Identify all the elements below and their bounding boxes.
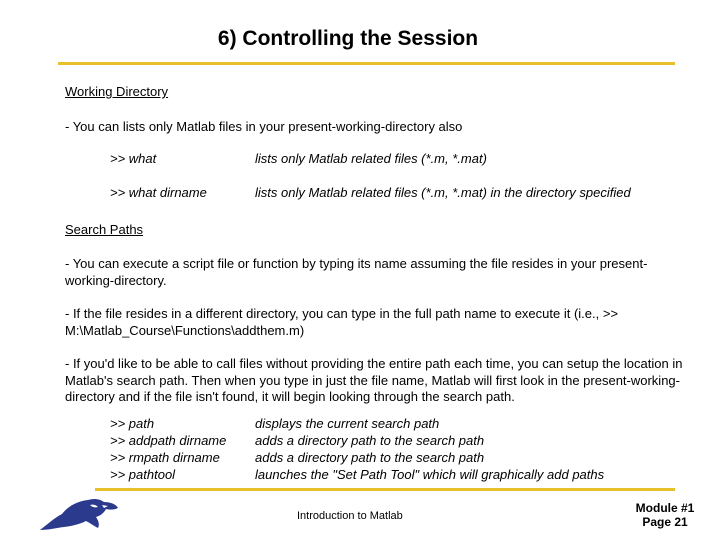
search-paths-heading: Search Paths	[65, 222, 144, 237]
footer-module: Module #1	[635, 501, 695, 515]
top-divider	[58, 62, 675, 65]
command-what: >> what	[110, 151, 157, 166]
footer-course-title: Introduction to Matlab	[297, 510, 403, 522]
slide-title: 6) Controlling the Session	[217, 27, 479, 50]
panther-logo-icon	[38, 496, 120, 532]
bottom-divider	[95, 488, 675, 491]
search-paths-para2: - If the file resides in a different directory, you can type in the full path name to execute it (i.e., >> M:\Matlab_Course\Functions\addthem.m)	[65, 306, 619, 338]
footer-page-info	[630, 501, 700, 529]
command-what-dirname: >> what dirname	[110, 185, 207, 200]
command-path: >> path	[110, 416, 155, 431]
footer-page-number: Page 21	[642, 515, 688, 529]
command-pathtool: >> pathtool	[110, 467, 176, 482]
command-pathtool-desc: launches the "Set Path Tool" which will graphically add paths	[255, 467, 605, 482]
command-rmpath-desc: adds a directory path to the search path	[255, 450, 485, 465]
command-addpath: >> addpath dirname	[110, 433, 227, 448]
command-what-desc: lists only Matlab related files (*.m, *.mat)	[255, 151, 487, 166]
search-paths-para1: - You can execute a script file or function by typing its name assuming the file resides in your present-working-directory.	[65, 256, 648, 288]
command-path-desc: displays the current search path	[255, 416, 440, 431]
search-paths-para3: - If you'd like to be able to call files without providing the entire path each time, you can setup the location in Matlab's search path. Then when you type in just the file name, Matlab will first look in the present-working-directory and if the file isn't found, it will begin looking through the search path.	[65, 356, 683, 404]
working-directory-heading: Working Directory	[65, 84, 169, 99]
command-what-dirname-desc: lists only Matlab related files (*.m, *.mat) in the directory specified	[255, 185, 631, 200]
working-directory-intro: - You can lists only Matlab files in your present-working-directory also	[65, 119, 463, 134]
command-addpath-desc: adds a directory path to the search path	[255, 433, 485, 448]
command-rmpath: >> rmpath dirname	[110, 450, 220, 465]
